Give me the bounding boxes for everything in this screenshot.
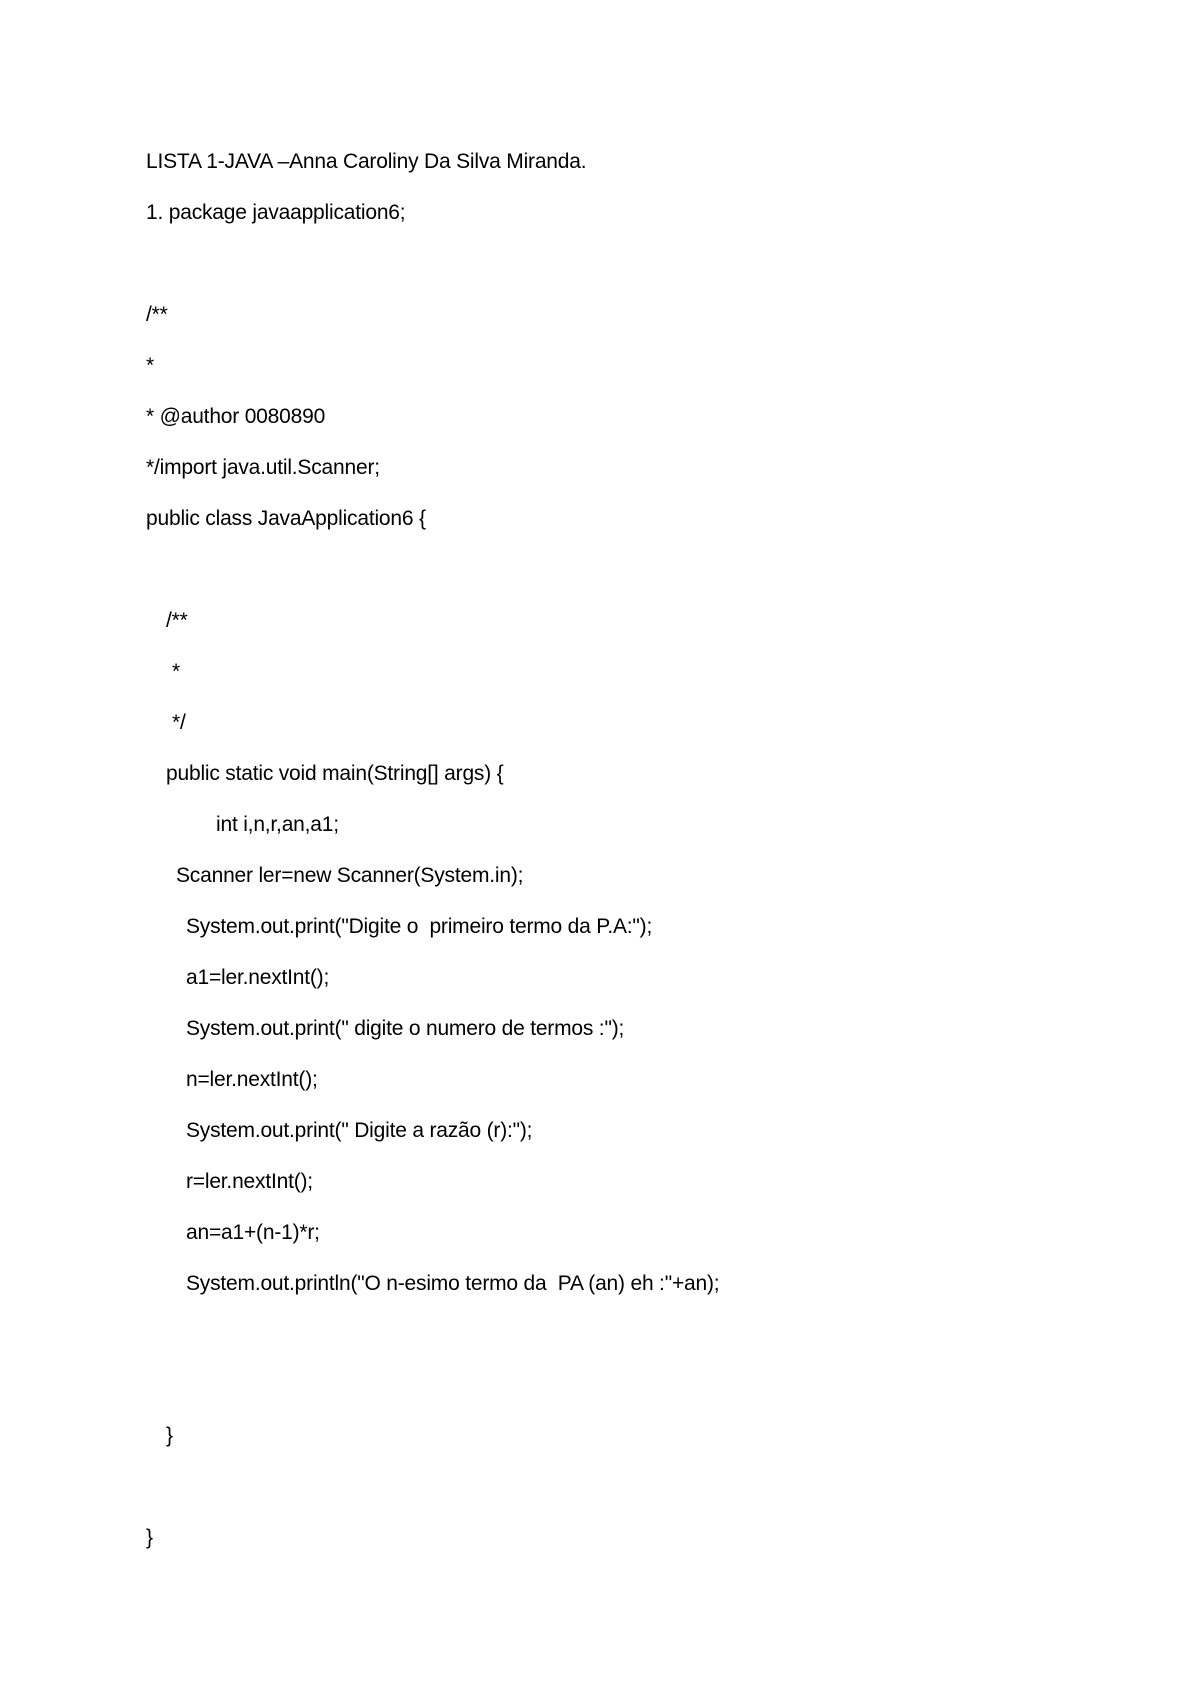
code-line: System.out.print(" digite o numero de termos :"); [186,1017,625,1040]
code-line: * [172,660,180,683]
code-line: an=a1+(n-1)*r; [186,1221,320,1244]
code-line: */import java.util.Scanner; [146,456,380,479]
code-line: } [166,1424,173,1447]
code-line: System.out.println("O n-esimo termo da PA (an) eh :"+an); [186,1272,720,1295]
code-line: System.out.print(" Digite a razão (r):"); [186,1119,533,1142]
code-line: r=ler.nextInt(); [186,1170,313,1193]
code-line: a1=ler.nextInt(); [186,966,330,989]
code-line: * @author 0080890 [146,405,326,428]
code-line: /** [146,303,168,326]
code-line: */ [172,711,186,734]
code-line: public class JavaApplication6 { [146,507,426,530]
code-line: * [146,354,154,377]
code-line: /** [166,609,188,632]
code-line: n=ler.nextInt(); [186,1068,318,1091]
code-line: 1. package javaapplication6; [146,201,406,224]
document-heading: LISTA 1-JAVA –Anna Caroliny Da Silva Miranda. [146,150,587,173]
code-line: System.out.print("Digite o primeiro termo da P.A:"); [186,915,653,938]
code-line: } [146,1526,153,1549]
code-line: public static void main(String[] args) { [166,762,504,785]
code-line: int i,n,r,an,a1; [216,813,339,836]
code-line: Scanner ler=new Scanner(System.in); [176,864,524,887]
